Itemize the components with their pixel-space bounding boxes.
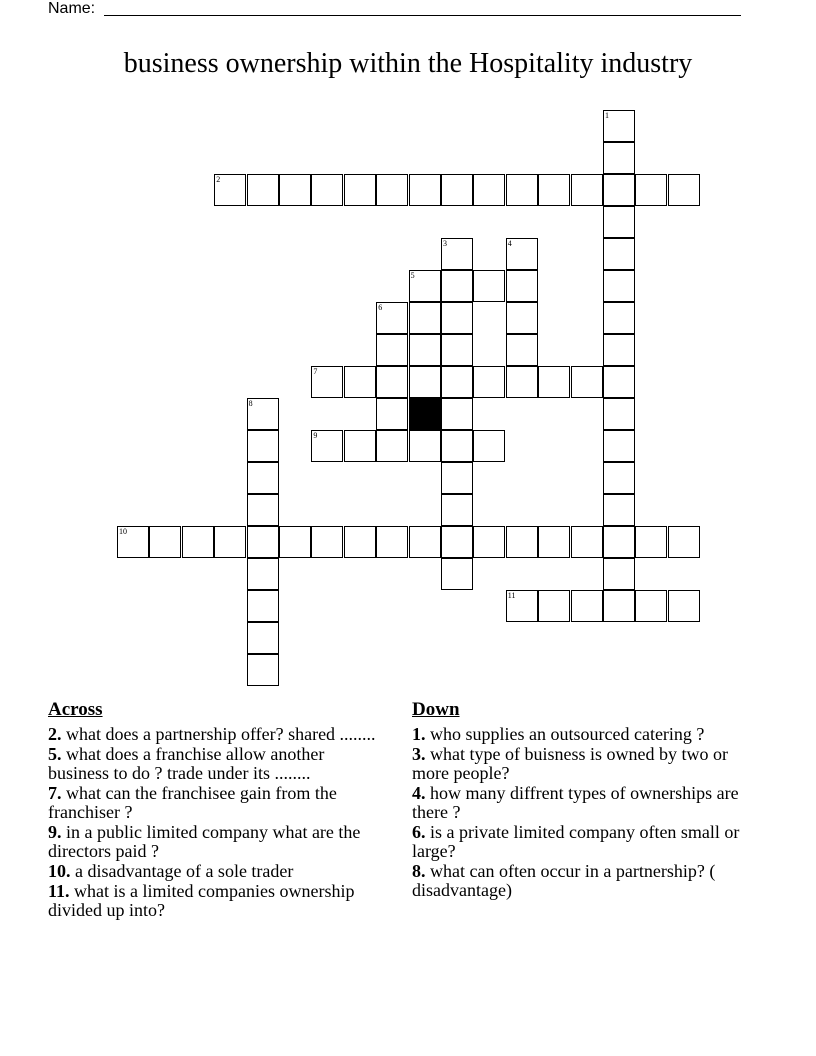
grid-cell[interactable] [311,430,343,462]
grid-cell[interactable] [506,590,538,622]
grid-cell[interactable] [247,558,279,590]
grid-cell[interactable] [182,526,214,558]
grid-cell[interactable] [409,302,441,334]
grid-cell[interactable] [376,430,408,462]
grid-cell[interactable] [441,270,473,302]
name-field[interactable] [104,15,741,16]
grid-cell[interactable] [376,334,408,366]
clue-number: 8. [412,861,426,881]
grid-cell[interactable] [473,270,505,302]
grid-cell[interactable] [668,526,700,558]
clue-number: 2 [216,175,221,184]
grid-cell[interactable] [409,174,441,206]
grid-cell[interactable] [279,526,311,558]
grid-cell[interactable] [376,174,408,206]
grid-cell[interactable] [668,174,700,206]
clue-number: 9 [313,431,318,440]
clue-text: what type of buisness is owned by two or more people? [412,744,728,783]
clue-number: 5. [48,744,62,764]
grid-cell[interactable] [603,142,635,174]
grid-cell[interactable] [441,238,473,270]
grid-cell[interactable] [635,174,667,206]
grid-cell[interactable] [571,590,603,622]
grid-cell[interactable] [506,302,538,334]
grid-cell[interactable] [603,398,635,430]
name-label: Name: [48,0,96,17]
grid-cell[interactable] [247,430,279,462]
clue-number: 2. [48,724,62,744]
grid-cell[interactable] [603,302,635,334]
grid-cell[interactable] [279,174,311,206]
across-clue [48,882,388,920]
grid-cell[interactable] [668,590,700,622]
grid-cell[interactable] [603,366,635,398]
clue-number: 10 [119,527,127,536]
grid-cell[interactable] [376,398,408,430]
grid-cell[interactable] [441,302,473,334]
grid-cell[interactable] [571,174,603,206]
clue-text: what does a partnership offer? shared ........ [61,724,376,744]
grid-cell[interactable] [247,494,279,526]
down-heading: Down [412,699,460,720]
grid-cell[interactable] [473,174,505,206]
across-heading: Across [48,699,103,720]
clue-number: 8 [248,399,253,408]
grid-cell[interactable] [506,174,538,206]
grid-cell[interactable] [247,462,279,494]
grid-cell[interactable] [441,334,473,366]
clue-number: 3 [443,239,447,248]
grid-cell[interactable] [441,526,473,558]
grid-cell[interactable] [344,174,376,206]
grid-cell[interactable] [311,366,343,398]
grid-cell[interactable] [603,590,635,622]
grid-cell[interactable] [538,174,570,206]
grid-cell[interactable] [149,526,181,558]
grid-cell[interactable] [473,430,505,462]
clue-text: who supplies an outsourced catering ? [425,724,705,744]
clue-number: 4. [412,783,426,803]
grid-cell[interactable] [344,526,376,558]
grid-cell[interactable] [409,334,441,366]
grid-cell[interactable] [473,366,505,398]
clue-number: 5 [410,271,415,280]
grid-cell[interactable] [441,430,473,462]
grid-cell[interactable] [603,494,635,526]
clue-text: in a public limited company what are the directors paid ? [48,822,361,861]
grid-cell[interactable] [538,590,570,622]
across-clue [48,862,388,881]
grid-cell[interactable] [603,334,635,366]
clue-text: a disadvantage of a sole trader [70,861,294,881]
grid-cell[interactable] [441,462,473,494]
grid-cell[interactable] [247,622,279,654]
grid-cell[interactable] [506,366,538,398]
grid-cell[interactable] [409,366,441,398]
grid-cell[interactable] [409,430,441,462]
clue-number: 3. [412,744,426,764]
down-clue [412,745,752,783]
down-clue [412,725,752,744]
grid-cell[interactable] [311,174,343,206]
grid-cell[interactable] [441,174,473,206]
grid-cell[interactable] [247,398,279,430]
grid-cell[interactable] [311,526,343,558]
across-clue [48,745,388,783]
clue-number: 11. [48,881,70,901]
clue-number: 4 [507,239,512,248]
clue-number: 6. [412,822,426,842]
grid-cell[interactable] [603,462,635,494]
clue-number: 1. [412,724,426,744]
clue-text: how many diffrent types of ownerships are there ? [412,783,739,822]
clue-number: 7 [313,367,318,376]
grid-cell[interactable] [603,174,635,206]
grid-cell[interactable] [344,366,376,398]
grid-cell[interactable] [409,270,441,302]
grid-cell[interactable] [214,526,246,558]
across-clues [48,700,388,921]
grid-cell[interactable] [376,526,408,558]
grid-cell[interactable] [538,526,570,558]
across-clue [48,784,388,822]
grid-cell[interactable] [635,590,667,622]
clue-text: what can the franchisee gain from the franchiser ? [48,783,337,822]
grid-cell[interactable] [409,526,441,558]
grid-cell[interactable] [473,526,505,558]
grid-cell[interactable] [506,526,538,558]
grid-cell[interactable] [603,270,635,302]
down-clue [412,784,752,822]
grid-cell[interactable] [376,302,408,334]
grid-cell[interactable] [247,174,279,206]
down-clues [412,700,752,901]
grid-black-cell [409,398,441,430]
clue-number: 1 [605,111,609,120]
clue-number: 9. [48,822,62,842]
grid-cell[interactable] [603,206,635,238]
across-clue [48,725,388,744]
across-clue [48,823,388,861]
page-title: business ownership within the Hospitality industry [123,48,693,79]
clue-text: what is a limited companies ownership divided up into? [48,881,355,920]
grid-cell[interactable] [247,590,279,622]
down-clue [412,823,752,861]
grid-cell[interactable] [441,366,473,398]
grid-cell[interactable] [506,238,538,270]
grid-cell[interactable] [571,526,603,558]
grid-cell[interactable] [376,366,408,398]
grid-cell[interactable] [603,238,635,270]
grid-cell[interactable] [603,558,635,590]
clue-text: what can often occur in a partnership? ( disadvantage) [412,861,716,900]
grid-cell[interactable] [247,526,279,558]
grid-cell[interactable] [214,174,246,206]
clue-text: what does a franchise allow another business to do ? trade under its ........ [48,744,325,783]
grid-cell[interactable] [635,526,667,558]
down-clue [412,862,752,900]
grid-cell[interactable] [603,526,635,558]
grid-cell[interactable] [603,430,635,462]
grid-cell[interactable] [344,430,376,462]
clue-number: 7. [48,783,62,803]
grid-cell[interactable] [441,558,473,590]
grid-cell[interactable] [571,366,603,398]
grid-cell[interactable] [506,270,538,302]
grid-cell[interactable] [538,366,570,398]
clue-text: is a private limited company often small or large? [412,822,740,861]
grid-cell[interactable] [603,110,635,142]
grid-cell[interactable] [247,654,279,686]
clue-number: 11 [507,591,516,600]
clue-number: 6 [378,303,383,312]
clue-number: 10. [48,861,71,881]
grid-cell[interactable] [441,398,473,430]
grid-cell[interactable] [506,334,538,366]
grid-cell[interactable] [441,494,473,526]
grid-cell[interactable] [117,526,149,558]
